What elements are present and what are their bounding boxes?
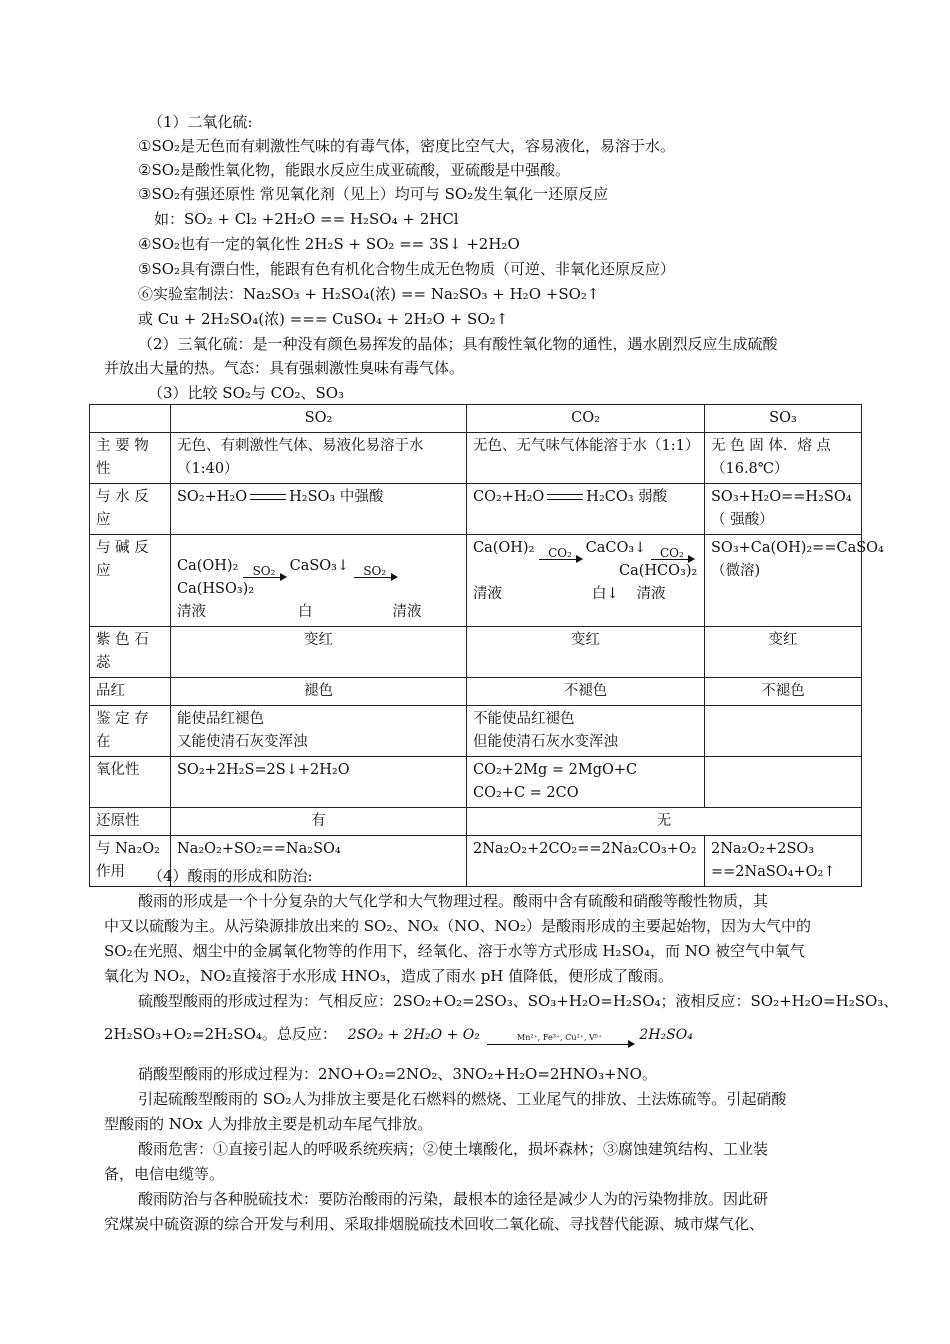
table-row xyxy=(90,484,862,535)
reaction-reactants: 2SO₂ + 2H₂O + O₂ xyxy=(347,1027,480,1043)
so2-base-note-3: 清液 xyxy=(392,604,422,620)
arrow-icon xyxy=(651,547,693,560)
table-cell: 无色、有刺激性气体、易液化易溶于水（1:40） xyxy=(171,433,467,484)
paragraph-line: 型酸雨的 NOx 人为排放主要是机动车尾气排放。 xyxy=(104,1115,433,1133)
paragraph-line: 酸雨的形成是一个十分复杂的大气化学和大气物理过程。酸雨中含有硫酸和硝酸等酸性物质，其 xyxy=(138,892,769,910)
co2-base-1: Ca(OH)₂ xyxy=(473,540,535,556)
table-cell: 无色、无气味气体能溶于水（1:1） xyxy=(467,433,705,484)
table-cell: 无 xyxy=(467,808,862,836)
so2-base-2: CaSO₃↓ xyxy=(289,558,350,574)
table-header-cell: CO₂ xyxy=(467,405,705,433)
row-label: 主 要 物 性 xyxy=(90,433,171,484)
co2-base-note-1: 清液 xyxy=(473,586,502,602)
row-label: 与 Na₂O₂ 作用 xyxy=(90,836,171,887)
total-reaction-line xyxy=(104,1024,693,1045)
cell-line: 但能使清石灰水变浑浊 xyxy=(473,734,618,750)
cell-line: CO₂+2Mg = 2MgO+C xyxy=(473,762,638,778)
section3-title: （3）比较 SO₂与 CO₂、SO₃ xyxy=(148,384,345,402)
paragraph-line: 硝酸型酸雨的形成过程为：2NO+O₂=2NO₂、3NO₂+H₂O=2HNO₃+NO。 xyxy=(138,1065,657,1083)
arrow-icon xyxy=(243,565,285,578)
table-cell: 无 色 固 体．熔 点（16.8℃） xyxy=(705,433,862,484)
arrow-label: SO₂ xyxy=(363,564,387,578)
so2-base-3: Ca(HSO₃)₂ xyxy=(177,581,255,597)
section4-title: （4）酸雨的形成和防治: xyxy=(148,867,313,885)
table-cell xyxy=(171,484,467,535)
so2-water-product: H₂SO₃ 中强酸 xyxy=(289,489,384,505)
co2-water-reactants: CO₂+H₂O xyxy=(473,489,545,505)
table-cell xyxy=(171,535,467,627)
arrow-label: SO₂ xyxy=(252,564,276,578)
so2-item-2: ②SO₂是酸性氧化物，能跟水反应生成亚硫酸，亚硫酸是中强酸。 xyxy=(138,161,571,179)
reaction-intro: 2H₂SO₃+O₂=2H₂SO₄。总反应： xyxy=(104,1025,337,1043)
table-cell: SO₃+Ca(OH)₂==CaSO₄（微溶) xyxy=(705,535,862,627)
paragraph-line: SO₂在光照、烟尘中的金属氧化物等的作用下，经氧化、溶于水等方式形成 H₂SO₄，而 NO 被空气中氧气 xyxy=(104,942,805,960)
co2-base-note-3: 清液 xyxy=(636,586,666,602)
paragraph-line: 引起硫酸型酸雨的 SO₂人为排放主要是化石燃料的燃烧、工业尾气的排放、土法炼硫等。引起硝酸 xyxy=(138,1090,787,1108)
row-label: 还原性 xyxy=(90,808,171,836)
table-cell: 有 xyxy=(171,808,467,836)
so2-item-4: ④SO₂也有一定的氧化性 2H₂S + SO₂ == 3S↓ +2H₂O xyxy=(138,235,520,253)
section2-line2: 并放出大量的热。气态：具有强刺激性臭味有毒气体。 xyxy=(104,359,465,377)
table-cell xyxy=(467,535,705,627)
catalyst-label: Mn²⁺, Fe³⁺, Cu²⁺, V⁵⁺ xyxy=(517,1033,603,1042)
table-header-row xyxy=(90,405,862,433)
table-cell xyxy=(467,757,705,808)
table-row xyxy=(90,433,862,484)
so2-item-7: 或 Cu + 2H₂SO₄(浓) === CuSO₄ + 2H₂O + SO₂↑ xyxy=(138,310,509,328)
cell-line: 不能使品红褪色 xyxy=(473,711,575,727)
table-cell: 变红 xyxy=(467,627,705,678)
so2-base-note-1: 清液 xyxy=(177,604,206,620)
section1-title: （1）二氧化硫: xyxy=(148,113,253,131)
comparison-table xyxy=(89,404,884,887)
table-cell: 2Na₂O₂+2CO₂==2Na₂CO₃+O₂ xyxy=(467,836,705,887)
paragraph-line: 备，电信电缆等。 xyxy=(104,1165,225,1183)
so2-item-example: 如：SO₂ + Cl₂ +2H₂O == H₂SO₄ + 2HCl xyxy=(154,210,459,228)
table-row xyxy=(90,757,862,808)
arrow-label: CO₂ xyxy=(660,546,684,560)
table-cell: SO₂+2H₂S=2S↓+2H₂O xyxy=(171,757,467,808)
co2-base-note-2: 白↓ xyxy=(592,586,619,602)
paragraph-line: 酸雨危害：①直接引起人的呼吸系统疾病；②使土壤酸化，损坏森林；③腐蚀建筑结构、工业装 xyxy=(138,1140,769,1158)
table-cell: 不褪色 xyxy=(705,678,862,706)
cell-line: 2Na₂O₂+2SO₃ xyxy=(711,841,815,857)
row-label: 与 碱 反 应 xyxy=(90,535,171,627)
reversible-arrow-icon xyxy=(547,493,583,501)
table-cell: 褪色 xyxy=(171,678,467,706)
co2-water-product: H₂CO₃ 弱酸 xyxy=(586,489,668,505)
cell-line: CO₂+C = 2CO xyxy=(473,785,579,801)
table-cell: 不褪色 xyxy=(467,678,705,706)
table-cell xyxy=(467,484,705,535)
table-header-cell xyxy=(90,405,171,433)
so2-water-reactants: SO₂+H₂O xyxy=(177,489,248,505)
section2-line1: （2）三氧化硫：是一种没有颜色易挥发的晶体；具有酸性氧化物的通性，遇水剧烈反应生成硫酸 xyxy=(138,335,778,353)
so2-item-1: ①SO₂是无色而有刺激性气味的有毒气体，密度比空气大，容易液化，易溶于水。 xyxy=(138,137,676,155)
row-label: 氧化性 xyxy=(90,757,171,808)
paragraph-line: 酸雨防治与各种脱硫技术：要防治酸雨的污染，最根本的途径是减少人为的污染物排放。因此研 xyxy=(138,1190,769,1208)
co2-base-2: CaCO₃↓ xyxy=(585,540,647,556)
table-cell: SO₃+H₂O==H₂SO₄（ 强酸） xyxy=(705,484,862,535)
catalyst-arrow-icon xyxy=(485,1032,635,1045)
so2-item-3: ③SO₂有强还原性 常见氧化剂（见上）均可与 SO₂发生氧化一还原反应 xyxy=(138,185,609,203)
co2-base-3: Ca(HCO₃)₂ xyxy=(619,563,698,579)
so2-base-note-2: 白 xyxy=(298,604,313,620)
table-header-cell: SO₂ xyxy=(171,405,467,433)
table-cell xyxy=(705,706,862,757)
table-cell xyxy=(467,706,705,757)
row-label: 鉴 定 存 在 xyxy=(90,706,171,757)
table-cell xyxy=(705,836,862,887)
table-row xyxy=(90,706,862,757)
so2-base-1: Ca(OH)₂ xyxy=(177,558,239,574)
reversible-arrow-icon xyxy=(250,493,286,501)
table-cell xyxy=(705,757,862,808)
table-row xyxy=(90,808,862,836)
arrow-label: CO₂ xyxy=(548,546,572,560)
paragraph-line: 中又以硫酸为主。从污染源排放出来的 SO₂、NOₓ（NO、NO₂）是酸雨形成的主要起始物，因为大气中的 xyxy=(104,917,811,935)
arrow-icon xyxy=(354,565,396,578)
so2-item-5: ⑤SO₂具有漂白性，能跟有色有机化合物生成无色物质（可逆、非氧化还原反应） xyxy=(138,260,676,278)
table-cell: Na₂O₂+SO₂==Na₂SO₄ xyxy=(171,836,467,887)
table-cell: 变红 xyxy=(171,627,467,678)
so2-item-6: ⑥实验室制法：Na₂SO₃ + H₂SO₄(浓) == Na₂SO₃ + H₂O +SO₂↑ xyxy=(138,285,600,303)
table-row xyxy=(90,535,862,627)
table-cell: 变红 xyxy=(705,627,862,678)
cell-line: 又能使清石灰变浑浊 xyxy=(177,734,308,750)
cell-line: 能使品红褪色 xyxy=(177,711,264,727)
paragraph-line: 硫酸型酸雨的形成过程为：气相反应：2SO₂+O₂=2SO₃、SO₃+H₂O=H₂SO₄；液相反应：SO₂+H₂O=H₂SO₃、 xyxy=(138,992,899,1010)
row-label: 与 水 反 应 xyxy=(90,484,171,535)
table-row xyxy=(90,627,862,678)
paragraph-line: 究煤炭中硫资源的综合开发与利用、采取排烟脱硫技术回收二氧化硫、寻找替代能源、城市煤气化、 xyxy=(104,1215,765,1233)
cell-line: ==2NaSO₄+O₂↑ xyxy=(711,864,836,880)
table-cell xyxy=(171,706,467,757)
table-row xyxy=(90,678,862,706)
reaction-product: 2H₂SO₄ xyxy=(639,1027,693,1043)
row-label: 品红 xyxy=(90,678,171,706)
row-label: 紫 色 石 蕊 xyxy=(90,627,171,678)
arrow-icon xyxy=(539,547,581,560)
paragraph-line: 氧化为 NO₂，NO₂直接溶于水形成 HNO₃，造成了雨水 pH 值降低，便形成了酸雨。 xyxy=(104,967,674,985)
table-header-cell: SO₃ xyxy=(705,405,862,433)
